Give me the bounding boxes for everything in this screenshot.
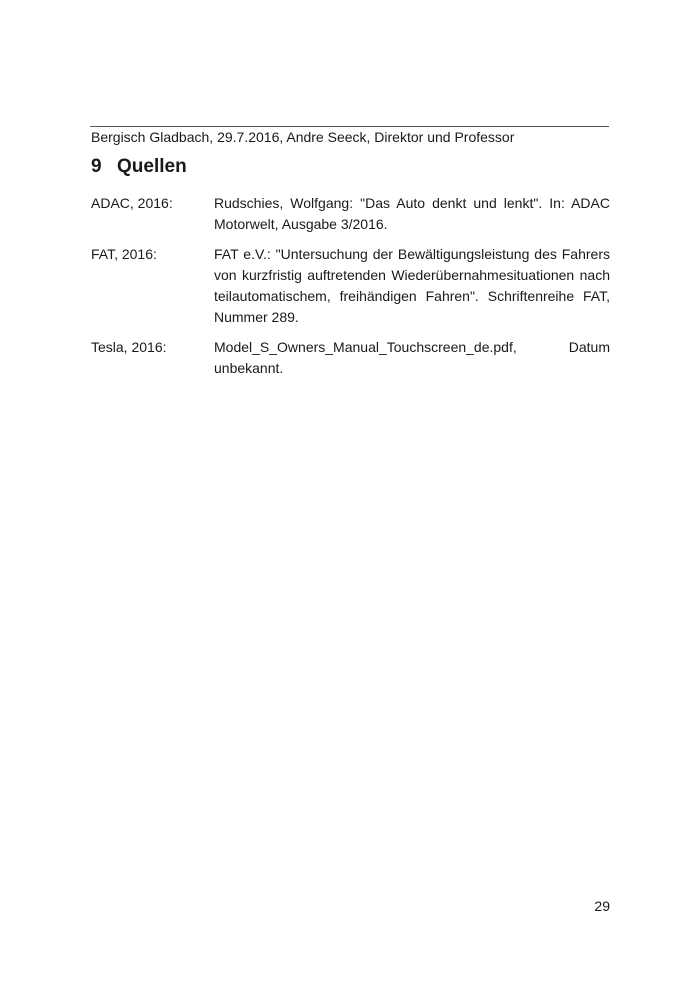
page-number: 29 [594, 898, 610, 914]
reference-key: FAT, 2016: [91, 246, 157, 262]
reference-key: ADAC, 2016: [91, 195, 173, 211]
reference-entry-fat [91, 244, 610, 328]
signature-line-text: Bergisch Gladbach, 29.7.2016, Andre Seeck, Direktor und Professor [91, 129, 515, 145]
reference-key: Tesla, 2016: [91, 339, 167, 355]
section-heading [91, 155, 187, 179]
reference-text: FAT e.V.: "Untersuchung der Bewältigungsleistung des Fahrers von kurzfristig auftretenden Wiederübernahmesituationen nach teilautomatischem, freihändigen Fahren". Schriftenreihe FAT, Nummer 289. [214, 246, 610, 325]
signature-rule [90, 126, 609, 127]
reference-list [91, 193, 610, 388]
reference-entry-adac [91, 193, 610, 235]
reference-entry-tesla [91, 337, 610, 379]
section-number: 9 [91, 156, 102, 177]
reference-text: Rudschies, Wolfgang: "Das Auto denkt und lenkt". In: ADAC Motorwelt, Ausgabe 3/2016. [214, 195, 610, 232]
section-title: Quellen [117, 156, 187, 177]
reference-text: Model_S_Owners_Manual_Touchscreen_de.pdf, Datum unbekannt. [214, 339, 610, 376]
